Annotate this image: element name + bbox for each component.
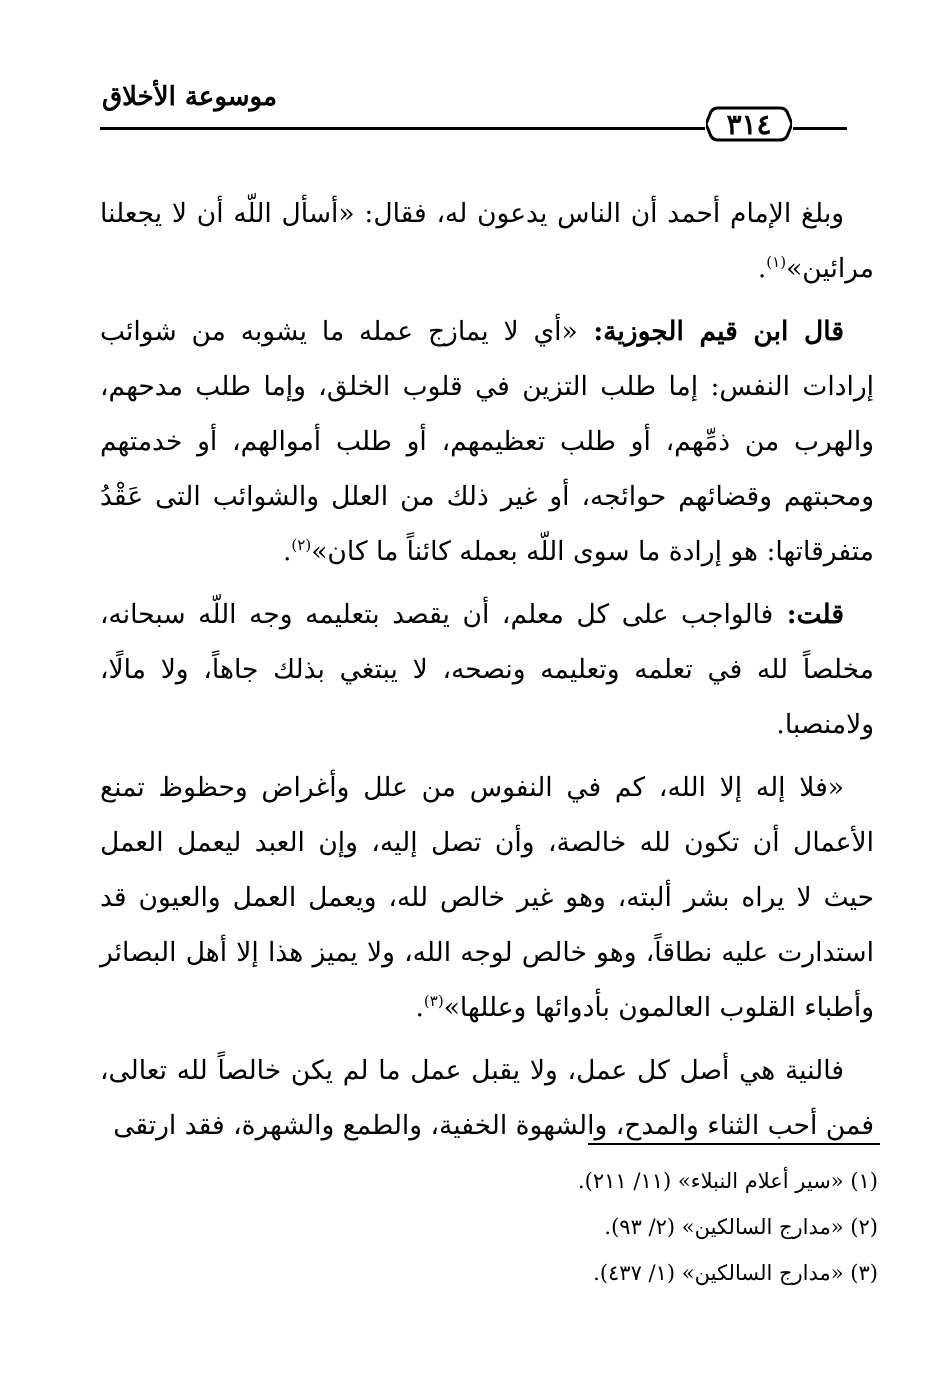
main-text xyxy=(100,186,874,1161)
header-rule-left xyxy=(100,127,705,130)
paragraph-1 xyxy=(100,186,874,296)
page-number-text: ٣١٤ xyxy=(726,107,772,141)
header-rule-right xyxy=(793,127,847,130)
book-title: موسوعة الأخلاق xyxy=(102,82,277,112)
footnotes xyxy=(420,1158,878,1296)
page-number xyxy=(706,100,792,148)
paragraph-text: «فلا إله إلا الله، كم في النفوس من علل وأغراض وحظوظ تمنع الأعمال أن تكون لله خالصة، وأن تصل إليه، وإن العبد ليعمل العمل حيث لا يراه بشر ألبته، وهو غير خالص لله، ويعمل العمل والعيون قد استدارت عليه نطاقاً، وهو خالص لوجه الله، ولا يميز هذا إلا أهل البصائر وأطباء القلوب العالمون بأدوائها وعللها» xyxy=(100,772,874,1023)
paragraph-text: فالنية هي أصل كل عمل، ولا يقبل عمل ما لم يكن خالصاً لله تعالى، فمن أحب الثناء والمدح، والشهوة الخفية، والطمع والشهرة، فقد ارتقى xyxy=(100,1055,874,1141)
paragraph-lead: قلت: xyxy=(773,599,844,630)
paragraph-3 xyxy=(100,587,874,752)
paragraph-text: فالواجب على كل معلم، أن يقصد بتعليمه وجه اللّه سبحانه، مخلصاً لله في تعلمه وتعليمه ونصحه، لا يبتغي بذلك جاهاً، ولا مالًا، ولامنصبا. xyxy=(100,599,874,740)
paragraph-text: «أي لا يمازج عمله ما يشوبه من شوائب إرادات النفس: إما طلب التزين في قلوب الخلق، وإما طلب مدحهم، والهرب من ذمِّهم، أو طلب تعظيمهم، أو طلب أموالهم، أو خدمتهم ومحبتهم وقضائهم حوائجه، أو غير ذلك من العلل والشوائب التى عَقْدُ متفرقاتها: هو إرادة ما سوى اللّه بعمله كائناً ما كان» xyxy=(100,316,874,567)
paragraph-end: . xyxy=(757,253,767,284)
footnote-1: (١) «سير أعلام النبلاء» (١١/ ٢١١). xyxy=(577,1169,878,1193)
paragraph-end: . xyxy=(282,536,292,567)
paragraph-text: وبلغ الإمام أحمد أن الناس يدعون له، فقال: «أسأل اللّه أن لا يجعلنا مرائين» xyxy=(100,198,874,284)
footnote-2: (٢) «مدارج السالكين» (٢/ ٩٣). xyxy=(604,1215,878,1239)
footnote-3: (٣) «مدارج السالكين» (١/ ٤٣٧). xyxy=(593,1261,878,1285)
footnote-ref: (٣) xyxy=(423,992,444,1011)
paragraph-lead: قال ابن قيم الجوزية: xyxy=(577,316,844,347)
footnote-ref: (٢) xyxy=(291,536,312,555)
paragraph-4 xyxy=(100,760,874,1035)
paragraph-5 xyxy=(100,1043,874,1153)
footnote-divider xyxy=(588,1143,880,1145)
paragraph-end: . xyxy=(415,992,424,1023)
paragraph-2 xyxy=(100,304,874,579)
footnote-ref: (١) xyxy=(766,253,787,272)
